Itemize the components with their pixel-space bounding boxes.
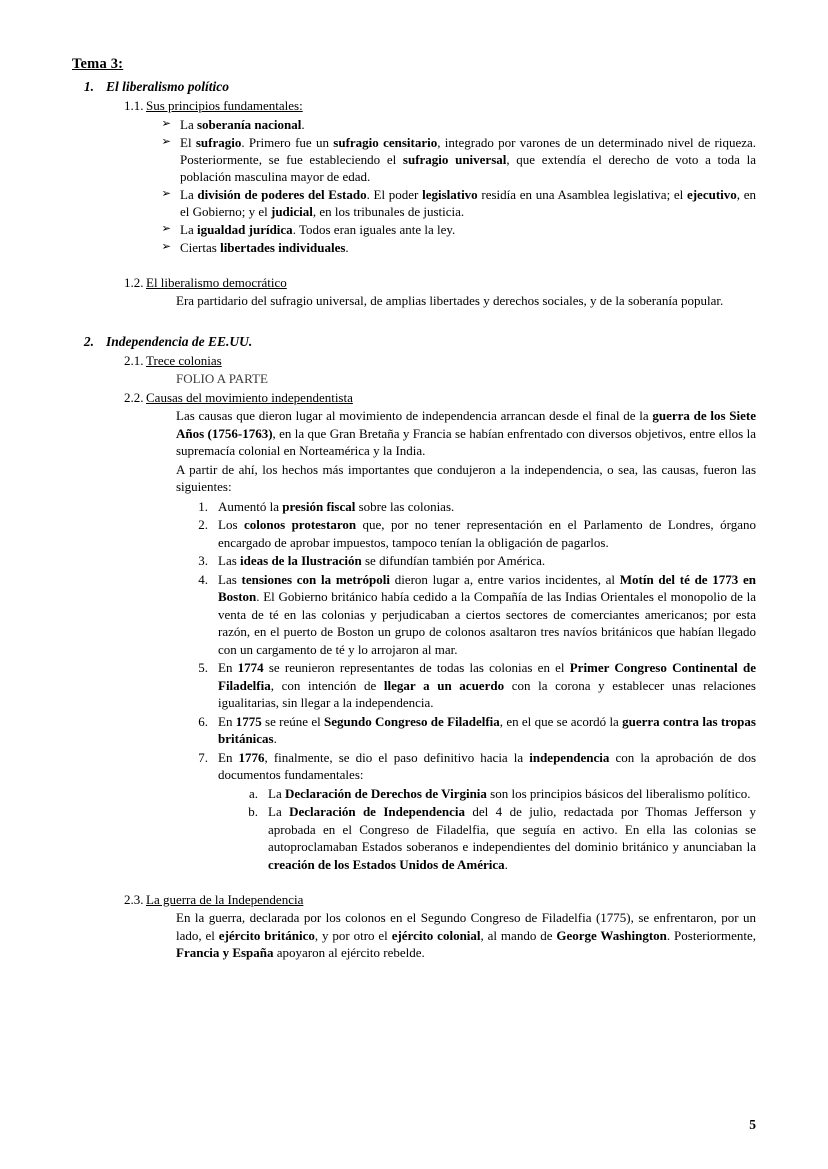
list-item-text: Ciertas libertades individuales. <box>180 240 349 255</box>
list-item <box>72 116 756 133</box>
list-item-text: Las tensiones con la metrópoli dieron lugar a, entre varios incidentes, al Motín del té de 1773 en Boston. El Gobierno británico había cedido a la Compañía de las Indias Orientales el monopolio de la venta de té en las colonias y perjudicaban a ciertos sectores de comerciantes americanos; por esta razón, en el puerto de Boston un grupo de colonos asaltaron tres navíos británicos que habían llegado con un cargamento de té y lo arrojaron al mar. <box>218 571 757 657</box>
subsection-heading-2-2 <box>72 390 756 406</box>
list-item-text: Aumentó la presión fiscal sobre las colonias. <box>218 498 455 514</box>
subsection-title: El liberalismo democrático <box>146 275 287 290</box>
arrow-bullet-icon: ➢ <box>161 241 171 253</box>
paragraph: Las causas que dieron lugar al movimiento de independencia arrancan desde el final de la guerra de los Siete Años (1756-1763), en la que Gran Bretaña y Francia se habían enfrentado con diversos objetivos, entre ellos la supremacía colonial en Norteamérica y la India. <box>176 408 757 458</box>
list-item-text: Las ideas de la Ilustración se difundían también por América. <box>218 553 546 568</box>
list-item-text: En 1775 se reúne el Segundo Congreso de Filadelfia, en el que se acordó la guerra contra las tropas británicas. <box>218 713 756 746</box>
list-item-number: 1. <box>198 498 208 514</box>
list-item-letter: a. <box>248 785 258 801</box>
list-item-text: La igualdad jurídica. Todos eran iguales ante la ley. <box>180 222 456 237</box>
subsection-number: 2.3. <box>124 892 144 907</box>
list-item-number: 2. <box>198 517 208 532</box>
subsection-number: 2.2. <box>124 390 144 405</box>
subsection-title: Causas del movimiento independentista <box>146 390 353 405</box>
list-item-number: 4. <box>198 571 208 587</box>
spacer <box>72 873 756 889</box>
section-title: Independencia de EE.UU. <box>106 333 253 349</box>
list-item <box>72 498 756 516</box>
subsection-title: Trece colonias <box>146 352 222 368</box>
list-item-number: 3. <box>198 553 208 568</box>
list-item <box>72 785 756 803</box>
spacer <box>72 310 756 330</box>
list-item <box>72 186 756 220</box>
list-item <box>72 552 756 570</box>
subsection-number: 1.2. <box>124 275 144 290</box>
arrow-bullet-icon: ➢ <box>161 188 171 200</box>
list-item-text: La Declaración de Independencia del 4 de julio, redactada por Thomas Jefferson y aprobada en el Congreso de Filadelfia, que seguía en activo. En ella las colonias se autoproclamaban Estados soberanos e independientes del dominio británico y anunciaban la creación de los Estados Unidos de América. <box>268 804 756 872</box>
list-item <box>72 749 756 784</box>
section-heading-2 <box>72 334 756 350</box>
list-item-text: La división de poderes del Estado. El poder legislativo residía en una Asamblea legislativa; el ejecutivo, en el Gobierno; y el judicial, en los tribunales de justicia. <box>180 187 756 219</box>
paragraph: Era partidario del sufragio universal, de amplias libertades y derechos sociales, y de la soberanía popular. <box>176 293 724 308</box>
list-item <box>72 713 756 748</box>
subsection-number: 2.1. <box>124 352 144 368</box>
list-item <box>72 134 756 185</box>
list-item <box>72 803 756 873</box>
list-item-text: En 1776, finalmente, se dio el paso definitivo hacia la independencia con la aprobación de dos documentos fundamentales: <box>218 749 756 782</box>
subsection-heading-1-1 <box>72 98 756 114</box>
note-text: FOLIO A PARTE <box>176 370 268 386</box>
list-item-text: El sufragio. Primero fue un sufragio censitario, integrado por varones de un determinado nivel de riqueza. Posteriormente, se fue estableciendo el sufragio universal, que extendía el derecho de voto a toda la población masculina mayor de edad. <box>180 135 757 184</box>
subsection-title: La guerra de la Independencia <box>146 892 304 907</box>
list-item <box>72 659 756 712</box>
page-number: 5 <box>749 1117 756 1132</box>
subsection-heading-2-1 <box>72 353 756 369</box>
arrow-bullet-icon: ➢ <box>161 118 171 130</box>
section-number: 2. <box>83 333 94 349</box>
list-item-letter: b. <box>248 804 258 819</box>
list-item <box>72 221 756 238</box>
list-item-text: La soberanía nacional. <box>180 117 305 132</box>
list-item-text: En 1774 se reunieron representantes de todas las colonias en el Primer Congreso Continental de Filadelfia, con intención de llegar a un acuerdo con la corona y establecer unas relaciones igualitarias, sin llegar a la independencia. <box>218 660 756 710</box>
section-title: El liberalismo político <box>106 79 230 94</box>
list-item-number: 7. <box>198 749 208 765</box>
list-item-number: 6. <box>198 713 208 729</box>
list-item <box>72 239 756 256</box>
subsection-heading-1-2 <box>72 275 756 291</box>
numbered-list-2-2 <box>72 498 756 874</box>
list-item <box>72 571 756 659</box>
bullet-list-1-1 <box>72 116 756 256</box>
page-title: Tema 3: <box>72 56 124 72</box>
list-item-text: Los colonos protestaron que, por no tener representación en el Parlamento de Londres, órgano encargado de aprobar impuestos, tampoco tenían la obligación de pagarlos. <box>218 517 756 550</box>
list-item-number: 5. <box>198 660 208 675</box>
paragraph: A partir de ahí, los hechos más importantes que condujeron a la independencia, o sea, las causas, fueron las siguientes: <box>176 461 756 494</box>
list-item <box>72 516 756 551</box>
subsection-title: Sus principios fundamentales: <box>146 98 303 113</box>
subsection-heading-2-3 <box>72 892 756 908</box>
paragraph: En la guerra, declarada por los colonos en el Segundo Congreso de Filadelfia (1775), se enfrentaron, por un lado, el ejército británico, y por otro el ejército colonial, al mando de George Washington. Posteriormente, Francia y España apoyaron al ejército rebelde. <box>176 910 756 960</box>
list-item-text: La Declaración de Derechos de Virginia son los principios básicos del liberalismo político. <box>268 785 751 801</box>
arrow-bullet-icon: ➢ <box>161 223 171 235</box>
section-heading-1 <box>72 79 756 95</box>
section-number: 1. <box>83 79 94 94</box>
spacer <box>72 256 756 272</box>
arrow-bullet-icon: ➢ <box>161 136 171 148</box>
subsection-number: 1.1. <box>124 98 144 113</box>
